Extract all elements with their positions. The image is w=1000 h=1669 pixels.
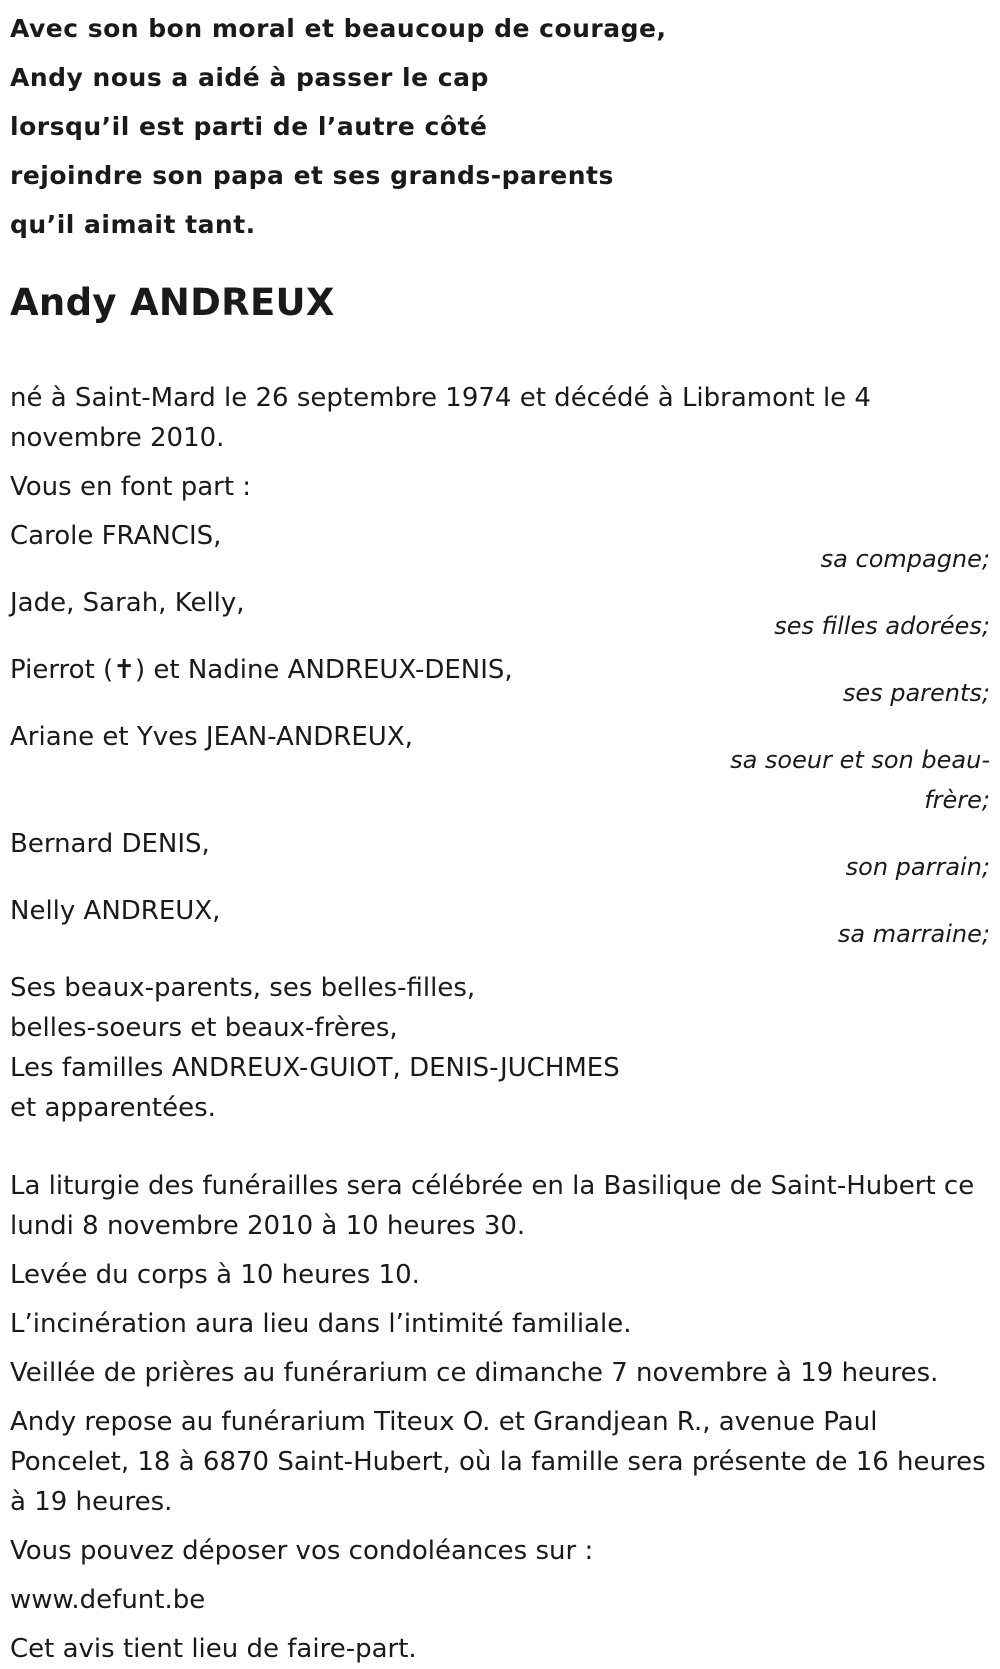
memorial-verse	[10, 0, 990, 249]
website-link[interactable]: www.defunt.be	[10, 1585, 206, 1615]
family-member-name: Pierrot (✝) et Nadine ANDREUX-DENIS,	[10, 655, 513, 685]
family-member-name: Carole FRANCIS,	[10, 521, 222, 551]
family-member-name: Jade, Sarah, Kelly,	[10, 588, 245, 618]
family-member-role: sa marraine;	[837, 920, 990, 948]
extended-family	[10, 968, 990, 1128]
obituary-notice	[10, 0, 990, 1669]
incineration-text: L’incinération aura lieu dans l’intimité familiale.	[10, 1309, 632, 1339]
family-member-role: ses filles adorées;	[774, 612, 990, 640]
closing-text: Cet avis tient lieu de faire-part.	[10, 1634, 417, 1664]
family-member-role: son parrain;	[845, 853, 990, 881]
family-member	[10, 516, 990, 583]
extended-family-line: belles-soeurs et beaux-frères,	[10, 1013, 398, 1043]
extended-family-line: Les familles ANDREUX-GUIOT, DENIS-JUCHMES	[10, 1053, 620, 1083]
family-member-name: Ariane et Yves JEAN-ANDREUX,	[10, 722, 413, 752]
birth-death-text: né à Saint-Mard le 26 septembre 1974 et décédé à Libramont le 4 novembre 2010.	[10, 383, 871, 453]
announce-intro: Vous en font part :	[10, 472, 252, 502]
liturgy-text: La liturgie des funérailles sera célébrée en la Basilique de Saint-Hubert ce lundi 8 novembre 2010 à 10 heures 30.	[10, 1171, 975, 1241]
veillee-text: Veillée de prières au funérarium ce dimanche 7 novembre à 19 heures.	[10, 1358, 939, 1388]
family-member	[10, 824, 990, 891]
verse-line: Avec son bon moral et beaucoup de courage,	[10, 14, 667, 43]
family-member	[10, 891, 990, 958]
verse-line: rejoindre son papa et ses grands-parents	[10, 161, 614, 190]
verse-line: qu’il aimait tant.	[10, 210, 256, 239]
family-member-role: ses parents;	[842, 679, 990, 707]
family-member-role: sa soeur et son beau-frère;	[730, 746, 990, 814]
verse-line: Andy nous a aidé à passer le cap	[10, 63, 489, 92]
deceased-name: Andy ANDREUX	[10, 281, 335, 324]
levee-text: Levée du corps à 10 heures 10.	[10, 1260, 420, 1290]
family-member-name: Nelly ANDREUX,	[10, 896, 221, 926]
verse-line: lorsqu’il est parti de l’autre côté	[10, 112, 488, 141]
family-member	[10, 583, 990, 650]
family-member	[10, 650, 990, 717]
extended-family-line: et apparentées.	[10, 1093, 216, 1123]
family-member	[10, 717, 990, 824]
extended-family-line: Ses beaux-parents, ses belles-filles,	[10, 973, 476, 1003]
repose-text: Andy repose au funérarium Titeux O. et Grandjean R., avenue Paul Poncelet, 18 à 6870 Saint-Hubert, où la famille sera présente de 16 heures à 19 heures.	[10, 1407, 986, 1517]
family-list	[10, 516, 990, 958]
family-member-name: Bernard DENIS,	[10, 829, 210, 859]
condoleances-intro: Vous pouvez déposer vos condoléances sur :	[10, 1536, 594, 1566]
family-member-role: sa compagne;	[820, 545, 990, 573]
